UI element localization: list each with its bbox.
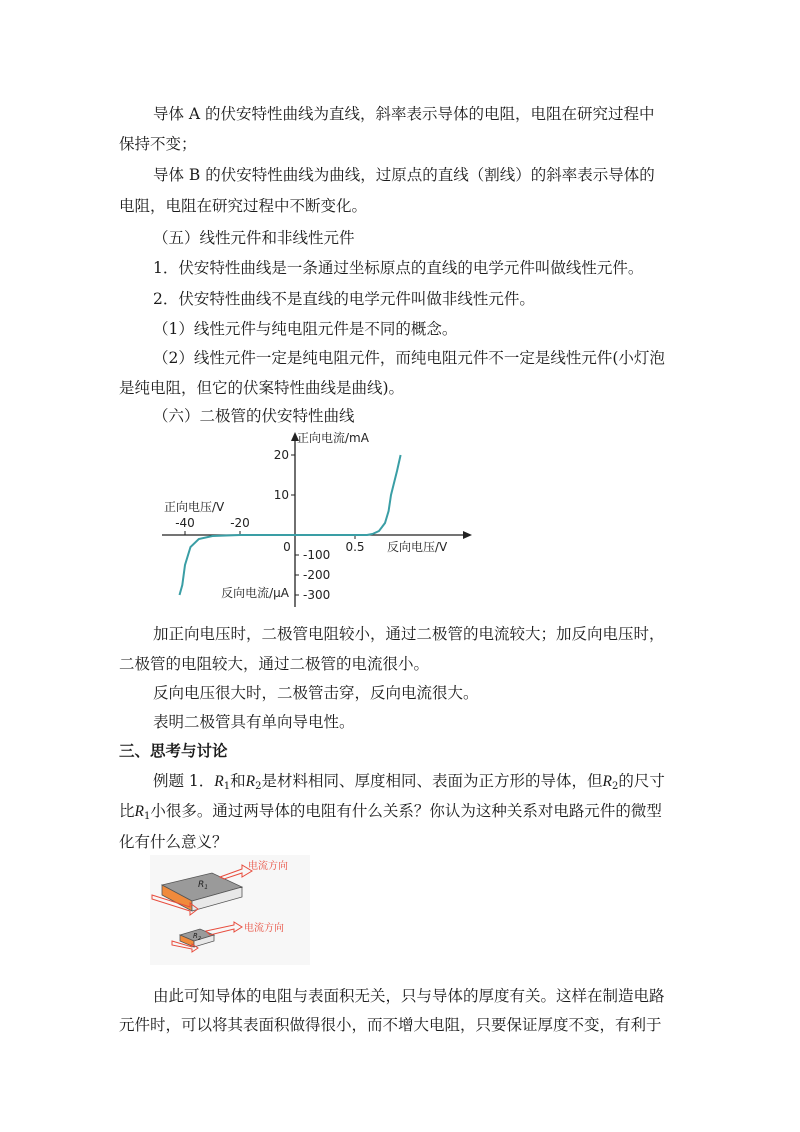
- text: 小很多。通过两导体的电阻有什么关系？你认为这种关系对电路元件的微型: [150, 802, 662, 820]
- y-tick-label: 10: [273, 488, 289, 502]
- paragraph-line: 导体 A 的伏安特性曲线为直线，斜率表示导体的电阻，电阻在研究过程中: [153, 105, 655, 123]
- list-item-2: 2．伏安特性曲线不是直线的电学元件叫做非线性元件。: [153, 290, 535, 308]
- list-item-1: 1．伏安特性曲线是一条通过坐标原点的直线的电学元件叫做线性元件。: [153, 259, 644, 277]
- math-sub: 2: [255, 781, 262, 792]
- paragraph-line: 导体 B 的伏安特性曲线为曲线，过原点的直线（割线）的斜率表示导体的: [153, 166, 655, 184]
- note-2-cont: 是纯电阻，但它的伏案特性曲线是曲线)。: [119, 379, 405, 397]
- paragraph-line: 电阻，电阻在研究过程中不断变化。: [119, 197, 368, 215]
- origin-label: 0: [283, 540, 291, 554]
- paragraph-line: 表明二极管具有单向导电性。: [153, 713, 355, 731]
- y-axis-label-positive: 正向电流/mA: [297, 431, 369, 445]
- math-sub: 2: [611, 781, 619, 792]
- x-axis-label-positive: 正向电压/V: [164, 500, 225, 514]
- math-sub: 1: [143, 811, 151, 822]
- y-tick-label: -200: [303, 568, 331, 582]
- note-1: （1）线性元件与纯电阻元件是不同的概念。: [153, 320, 458, 338]
- x-axis-label-negative: 反向电压/V: [387, 540, 448, 554]
- paragraph-line: 二极管的电阻较大，通过二极管的电流很小。: [119, 655, 430, 673]
- math-r2: R: [602, 773, 612, 790]
- y-tick-label: -300: [303, 588, 331, 602]
- flow-label-1: 电流方向: [248, 861, 288, 872]
- note-2: （2）线性元件一定是纯电阻元件，而纯电阻元件不一定是线性元件(小灯泡: [153, 349, 665, 367]
- y-axis-label-negative: 反向电流/μA: [221, 586, 289, 600]
- forward-curve: [295, 455, 401, 535]
- paragraph-line: 反向电压很大时，二极管击穿，反向电流很大。: [153, 684, 479, 702]
- flow-label-2: 电流方向: [244, 923, 284, 934]
- text: 是材料相同、厚度相同、表面为正方形的导体，但: [261, 772, 603, 790]
- math-sub: 1: [223, 781, 231, 792]
- r2-label: $R_2$: [193, 932, 202, 942]
- y-tick-label: 20: [273, 448, 289, 462]
- r1-label: $R_1$: [198, 880, 209, 891]
- example-1-line-1: [153, 771, 665, 797]
- x-tick-label: -40: [175, 516, 195, 530]
- math-r2: R: [245, 773, 256, 790]
- example-prefix: 例题 1．: [153, 772, 215, 790]
- paragraph-line: 元件时，可以将其表面积做得很小，而不增大电阻，只要保证厚度不变，有利于: [119, 1016, 662, 1034]
- example-1-line-3: 化有什么意义？: [119, 833, 228, 851]
- conductor-figure: [150, 855, 310, 965]
- math-r1: R: [134, 803, 144, 820]
- x-tick-label: 0.5: [345, 540, 365, 554]
- example-1-line-2: [119, 801, 662, 827]
- section-heading-6: （六）二极管的伏安特性曲线: [153, 407, 355, 425]
- text: 的尺寸: [618, 772, 665, 790]
- x-tick-label: -20: [230, 516, 250, 530]
- y-tick-label: -100: [303, 548, 331, 562]
- x-axis-arrow: [463, 531, 472, 539]
- paragraph-line: 由此可知导体的电阻与表面积无关，只与导体的厚度有关。这样在制造电路: [153, 987, 665, 1005]
- text: 和: [230, 772, 246, 790]
- text: 比: [119, 802, 135, 820]
- math-r1: R: [214, 773, 224, 790]
- paragraph-line: 保持不变；: [119, 135, 197, 153]
- section-heading-3: 三、思考与讨论: [119, 741, 228, 760]
- paragraph-line: 加正向电压时，二极管电阻较小，通过二极管的电流较大；加反向电压时，: [153, 625, 665, 643]
- diode-iv-chart: [150, 425, 480, 610]
- section-heading-5: （五）线性元件和非线性元件: [153, 229, 355, 247]
